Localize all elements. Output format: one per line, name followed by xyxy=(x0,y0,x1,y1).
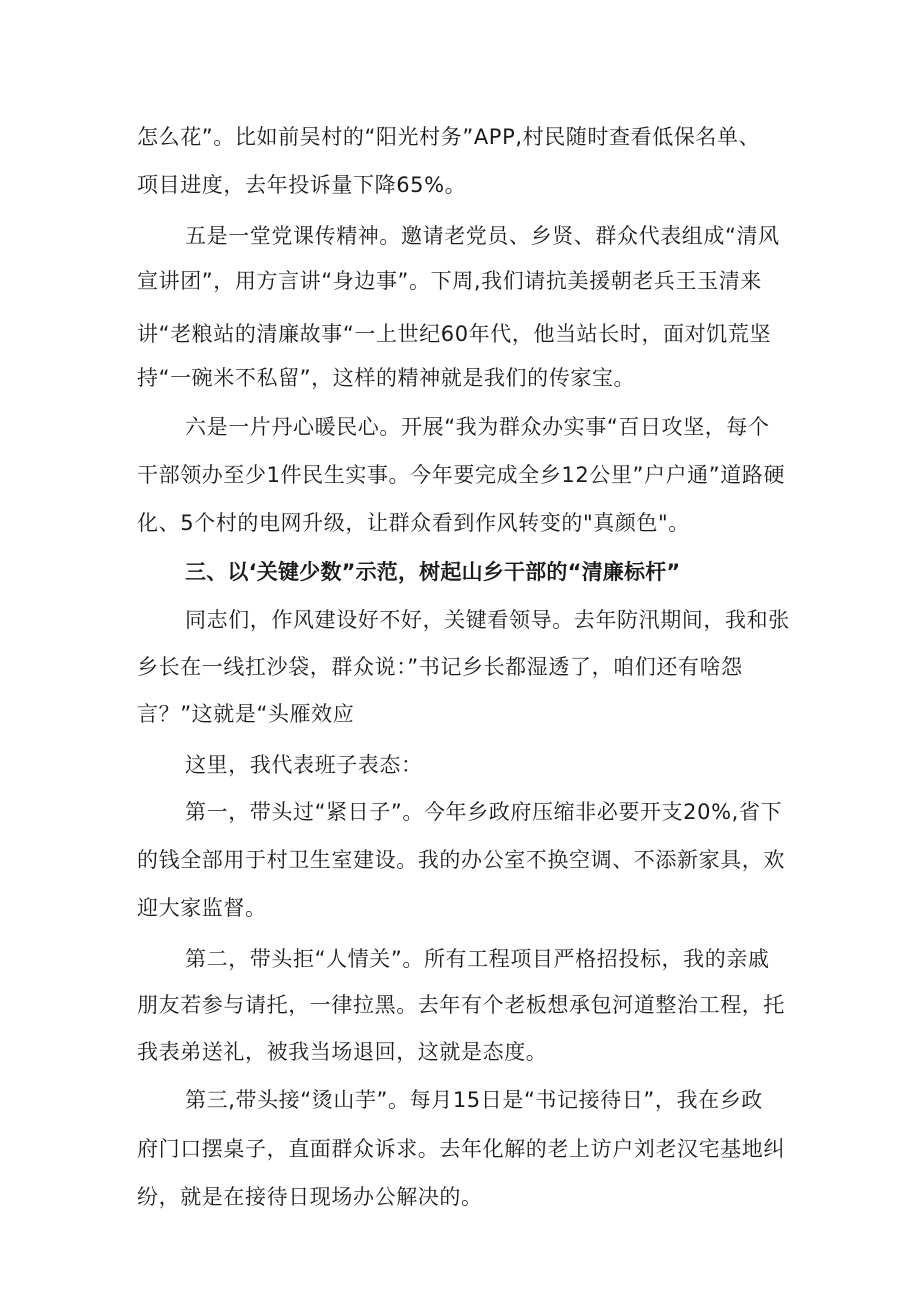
text-line: 干部领办至少1件民生实事。今年要完成全乡12公里”户户通”道路硬 xyxy=(137,463,786,487)
text-line: 迎大家监督。 xyxy=(137,896,267,920)
text-line: 朋友若参与请托，一律拉黑。去年有个老板想承包河道整治工程，托 xyxy=(137,993,785,1017)
section-heading: 三、以‘关键少数”示范，树起山乡干部的“清廉标杆” xyxy=(185,560,681,584)
paragraph-first-line: 五是一堂党课传精神。邀请老党员、乡贤、群众代表组成“清风 xyxy=(185,224,780,248)
text-line: 项目进度，去年投诉量下降65%。 xyxy=(137,173,467,197)
paragraph-first-line: 第三,带头接“烫山芋”。每月15日是“书记接待日”，我在乡政 xyxy=(185,1088,763,1112)
text-line: 府门口摆桌子，直面群众诉求。去年化解的老上访户刘老汉宅基地纠 xyxy=(137,1137,785,1161)
paragraph-first-line: 第一，带头过“紧日子”。今年乡政府压缩非必要开支20%,省下 xyxy=(185,800,783,824)
text-line: 纷，就是在接待日现场办公解决的。 xyxy=(137,1185,483,1209)
paragraph-first-line: 这里，我代表班子表态： xyxy=(185,753,423,777)
text-line: 乡长在一线扛沙袋，群众说：”书记乡长都湿透了，咱们还有啥怨 xyxy=(137,655,743,679)
paragraph-first-line: 六是一片丹心暖民心。开展“我为群众办实事“百日攻坚，每个 xyxy=(185,415,770,439)
text-line: 持“一碗米不私留”，这样的精神就是我们的传家宝。 xyxy=(137,366,636,390)
text-line: 化、5个村的电网升级，让群众看到作风转变的"真颜色"。 xyxy=(137,511,690,535)
text-line: 我表弟送礼，被我当场退回，这就是态度。 xyxy=(137,1040,548,1064)
text-line: 宣讲团”，用方言讲“身边事”。下周,我们请抗美援朝老兵王玉清来 xyxy=(137,269,762,293)
paragraph-first-line: 第二，带头拒“人情关”。所有工程项目严格招投标，我的亲戚 xyxy=(185,947,770,971)
text-line: 言？”这就是“头雁效应 xyxy=(137,702,355,726)
text-line: 讲“老粮站的清廉故事“一上世纪60年代，他当站长时，面对饥荒坚 xyxy=(137,322,772,346)
text-line: 的钱全部用于村卫生室建设。我的办公室不换空调、不添新家具，欢 xyxy=(137,848,785,872)
paragraph-first-line: 同志们，作风建设好不好，关键看领导。去年防汛期间，我和张 xyxy=(185,608,790,632)
text-line: 怎么花”。比如前吴村的“阳光村务”APP,村民随时查看低保名单、 xyxy=(137,125,761,149)
